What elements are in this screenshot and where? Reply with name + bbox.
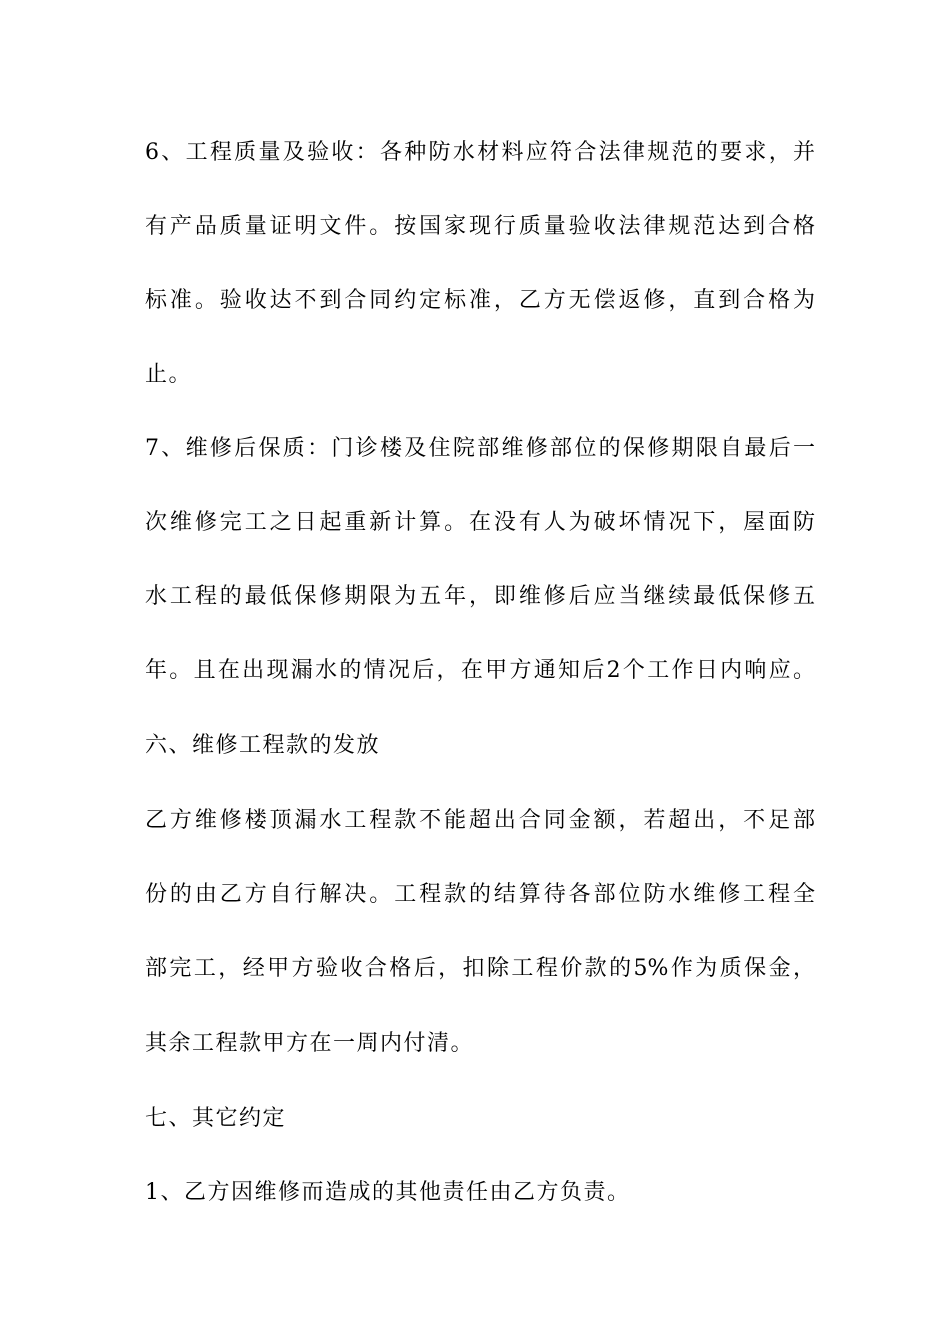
text-line: 止。 bbox=[145, 362, 193, 387]
text-line: 1、乙方因维修而造成的其他责任由乙方负责。 bbox=[145, 1180, 631, 1205]
text-line: 标准。验收达不到合同约定标准，乙方无偿返修，直到合格为 bbox=[145, 288, 815, 313]
text-line: 年。且在出现漏水的情况后，在甲方通知后2个工作日内响应。 bbox=[145, 658, 815, 683]
text-line: 6、工程质量及验收：各种防水材料应符合法律规范的要求，并 bbox=[145, 140, 815, 165]
section-heading: 七、其它约定 bbox=[145, 1106, 287, 1131]
text-line: 其余工程款甲方在一周内付清。 bbox=[145, 1031, 475, 1056]
text-line: 水工程的最低保修期限为五年，即维修后应当继续最低保修五 bbox=[145, 584, 815, 609]
text-line: 7、维修后保质：门诊楼及住院部维修部位的保修期限自最后一 bbox=[145, 436, 815, 461]
text-line: 份的由乙方自行解决。工程款的结算待各部位防水维修工程全 bbox=[145, 882, 815, 907]
text-line: 部完工，经甲方验收合格后，扣除工程价款的5%作为质保金， bbox=[145, 956, 815, 981]
text-line: 有产品质量证明文件。按国家现行质量验收法律规范达到合格 bbox=[145, 214, 815, 239]
text-line: 次维修完工之日起重新计算。在没有人为破坏情况下，屋面防 bbox=[145, 510, 815, 535]
section-heading: 六、维修工程款的发放 bbox=[145, 733, 381, 758]
text-line: 乙方维修楼顶漏水工程款不能超出合同金额，若超出，不足部 bbox=[145, 808, 815, 833]
